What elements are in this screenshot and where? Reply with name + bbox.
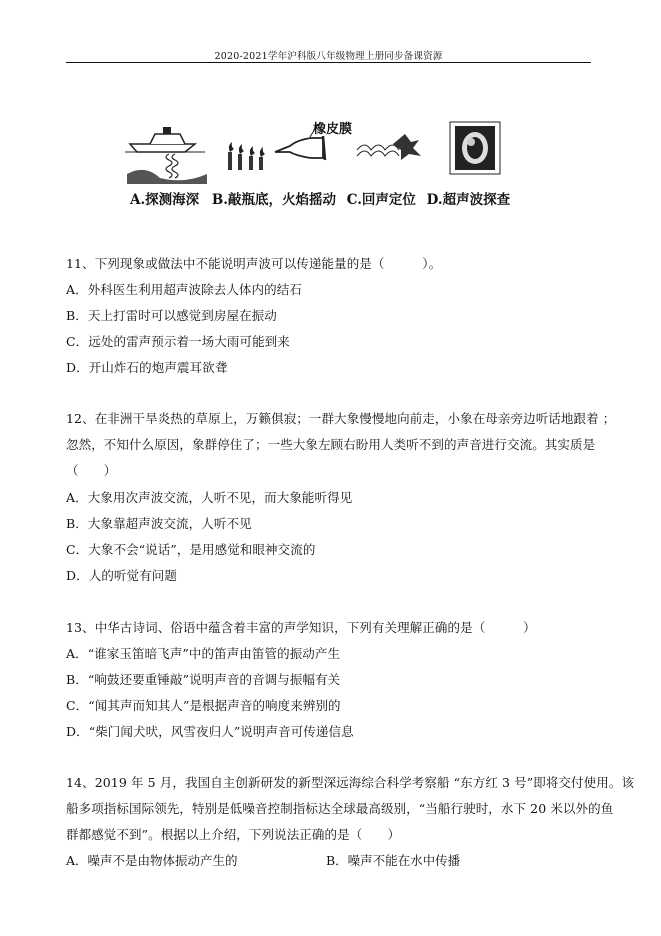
q14-option-b: B．噪声不能在水中传播 <box>326 853 461 868</box>
q13-option-d: D．“柴门闻犬吠，风雪夜归人”说明声音可传递信息 <box>66 724 354 739</box>
header-rule <box>66 62 591 63</box>
q13-option-b: B．“响鼓还要重锤敲”说明声音的音调与振幅有关 <box>66 672 341 687</box>
q12-option-c: C．大象不会“说话”，是用感觉和眼神交流的 <box>66 542 316 557</box>
q14-options-row <box>66 851 461 869</box>
page-header: 2020-2021学年沪科版八年级物理上册同步备课资源 <box>214 51 443 62</box>
q13-option-c: C．“闻其声而知其人”是根据声音的响度来辨别的 <box>66 698 341 713</box>
q12-stem-line1: 12、在非洲干旱炎热的草原上，万籁俱寂；一群大象慢慢地向前走，小象在母亲旁边听话地跟着 ； <box>66 411 616 426</box>
caption-c: C.回声定位 <box>346 192 416 208</box>
q12-stem-line2: 忽然，不知什么原因，象群停住了；一些大象左顾右盼用人类听不到的声音进行交流。其实质是 <box>66 437 596 452</box>
ship-sonar-illustration <box>125 127 207 184</box>
q11-option-d: D．开山炸石的炮声震耳欲聋 <box>66 360 228 375</box>
ultrasound-illustration <box>450 122 500 174</box>
q14-stem-line3: 群都感觉不到”。根据以上介绍，下列说法正确的是（ ） <box>66 827 401 842</box>
caption-a: A.探测海深 <box>130 192 200 208</box>
q14-option-a: A．噪声不是由物体振动产生的 <box>66 853 238 868</box>
q12-stem-line3: （ ） <box>66 463 117 478</box>
q12-option-a: A．大象用次声波交流，人听不见，而大象能听得见 <box>66 490 353 505</box>
bat-echo-illustration <box>357 134 421 160</box>
q11-stem: 11、下列现象或做法中不能说明声波可以传递能量的是（ ）。 <box>66 256 442 271</box>
caption-b: B.敲瓶底，火焰摇动 <box>211 192 337 208</box>
candles-bottle-illustration <box>228 124 325 170</box>
rubber-membrane-label: 橡皮膜 <box>313 122 353 137</box>
q12-option-b: B．大象靠超声波交流，人听不见 <box>66 516 252 531</box>
q14-stem-line1: 14、2019 年 5 月，我国自主创新研发的新型深远海综合科学考察船 “东方红 3 号”即将交付使用。该 <box>66 775 635 790</box>
q14-stem-line2: 船多项指标国际领先，特别是低噪音控制指标达全球最高级别，“当船行驶时，水下 20 米以外的鱼 <box>66 801 614 816</box>
q12-option-d: D．人的听觉有问题 <box>66 568 177 583</box>
q13-option-a: A．“谁家玉笛暗飞声”中的笛声由笛管的振动产生 <box>66 646 341 661</box>
caption-d: D.超声波探查 <box>426 192 511 208</box>
q13-stem: 13、中华古诗词、俗语中蕴含着丰富的声学知识，下列有关理解正确的是（ ） <box>66 620 536 635</box>
q11-option-c: C．远处的雷声预示着一场大雨可能到来 <box>66 334 290 349</box>
q11-option-b: B．天上打雷时可以感觉到房屋在振动 <box>66 308 277 323</box>
figure-captions <box>130 188 535 208</box>
q11-option-a: A．外科医生利用超声波除去人体内的结石 <box>66 282 302 297</box>
